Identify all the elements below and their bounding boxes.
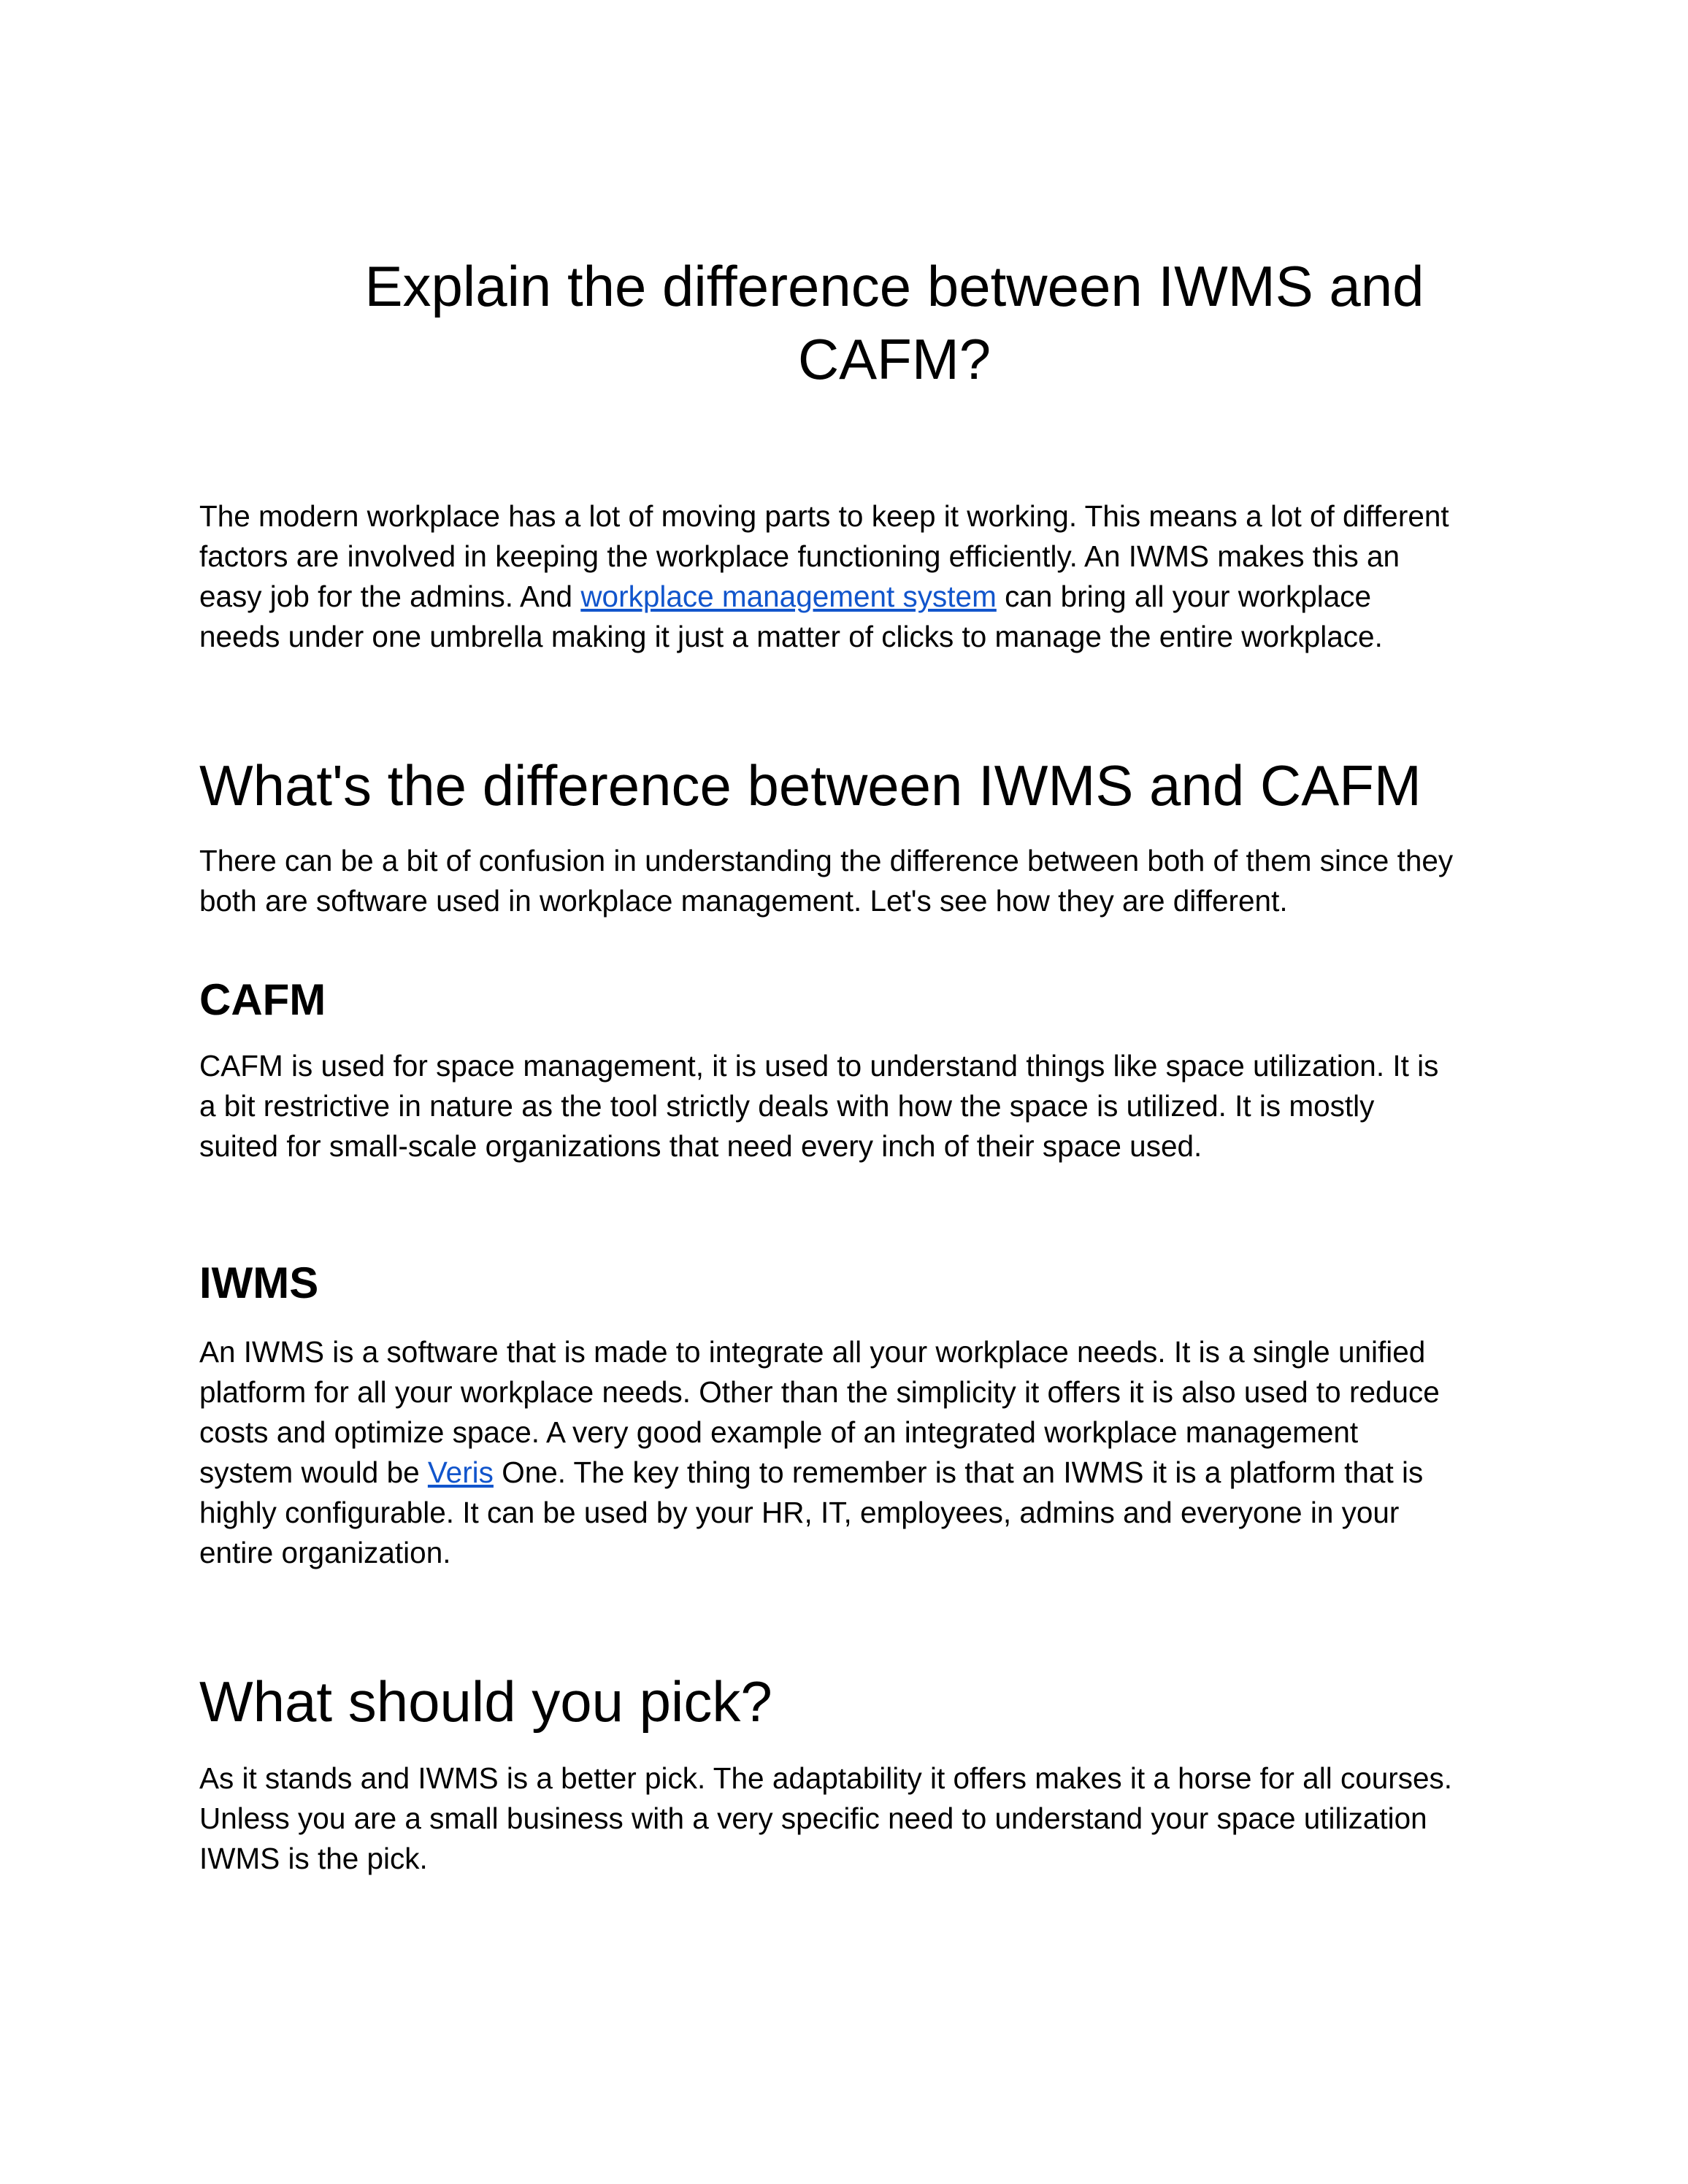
difference-paragraph xyxy=(199,841,1514,921)
text-line xyxy=(199,577,1514,617)
veris-link[interactable]: Veris xyxy=(427,1456,494,1489)
text-line: Unless you are a small business with a very specific need to understand your space utilization xyxy=(199,1802,1427,1835)
text-span: system would be xyxy=(199,1456,428,1489)
pick-paragraph xyxy=(199,1758,1514,1879)
text-line: The modern workplace has a lot of moving parts to keep it working. This means a lot of different xyxy=(199,499,1449,533)
text-line xyxy=(199,1453,1514,1493)
text-span: One. The key thing to remember is that an IWMS it is a platform that is xyxy=(493,1456,1424,1489)
iwms-paragraph xyxy=(199,1332,1514,1573)
text-line: costs and optimize space. A very good example of an integrated workplace management xyxy=(199,1415,1359,1449)
intro-paragraph xyxy=(199,496,1514,657)
text-line: highly configurable. It can be used by your HR, IT, employees, admins and everyone in your xyxy=(199,1496,1400,1529)
text-line: IWMS is the pick. xyxy=(199,1842,428,1875)
workplace-management-system-link[interactable]: workplace management system xyxy=(580,580,997,613)
text-line: needs under one umbrella making it just a matter of clicks to manage the entire workplace. xyxy=(199,620,1383,653)
text-line: platform for all your workplace needs. Other than the simplicity it offers it is also used to reduce xyxy=(199,1375,1440,1409)
text-span: easy job for the admins. And xyxy=(199,580,581,613)
title-line: CAFM? xyxy=(797,327,991,391)
text-line: a bit restrictive in nature as the tool strictly deals with how the space is utilized. It is mostly xyxy=(199,1089,1375,1123)
subheading-iwms: IWMS xyxy=(199,1258,319,1307)
title-line: Explain the difference between IWMS and xyxy=(364,254,1424,318)
document-title xyxy=(0,250,1688,396)
section-heading-pick: What should you pick? xyxy=(199,1669,772,1734)
text-span: can bring all your workplace xyxy=(996,580,1372,613)
text-line: There can be a bit of confusion in understanding the difference between both of them since they xyxy=(199,844,1454,877)
text-line: As it stands and IWMS is a better pick. The adaptability it offers makes it a horse for all courses. xyxy=(199,1761,1453,1795)
section-heading-difference: What's the difference between IWMS and CAFM xyxy=(199,753,1422,818)
text-line: suited for small-scale organizations that need every inch of their space used. xyxy=(199,1129,1202,1163)
text-line: An IWMS is a software that is made to integrate all your workplace needs. It is a single unified xyxy=(199,1335,1426,1369)
text-line: both are software used in workplace management. Let's see how they are different. xyxy=(199,884,1288,918)
text-line: CAFM is used for space management, it is used to understand things like space utilization. It is xyxy=(199,1049,1439,1083)
text-line: factors are involved in keeping the workplace functioning efficiently. An IWMS makes this an xyxy=(199,539,1400,573)
subheading-cafm: CAFM xyxy=(199,975,326,1024)
cafm-paragraph xyxy=(199,1046,1514,1166)
text-line: entire organization. xyxy=(199,1536,451,1569)
